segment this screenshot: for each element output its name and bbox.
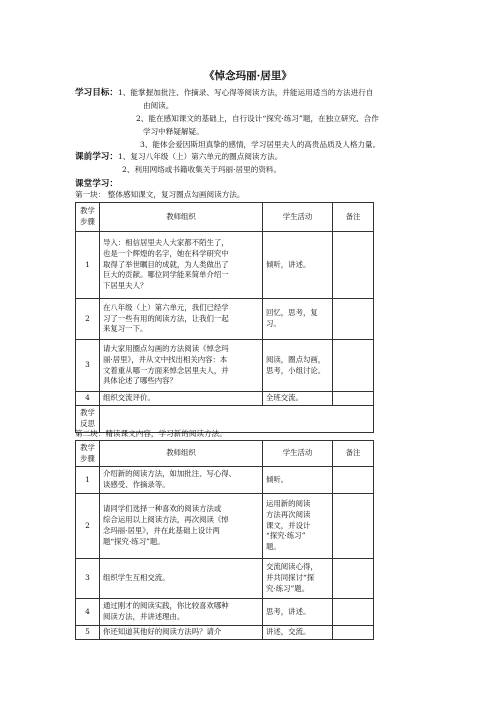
table-header-row: [76, 203, 374, 232]
table-row: [76, 599, 374, 626]
student-cell: 讲述，交流。: [263, 626, 333, 640]
learning-goals-line-5: 3、能体会爱因斯坦真挚的感情，学习居里夫人的高贵品质及人格力量。: [140, 140, 381, 149]
student-cell: 阅读，圈点勾画， 思考，小组讨论。: [263, 340, 333, 392]
table-row: [76, 467, 374, 494]
student-cell: 全班交流。: [263, 392, 333, 406]
table-block-one: [75, 202, 374, 433]
student-cell: 思考，讲述。: [263, 599, 333, 626]
header-student: 学生活动: [263, 203, 333, 232]
teacher-cell: 组织学生互相交流。: [100, 559, 263, 599]
learning-goals-line-2: 由阅读。: [143, 101, 174, 110]
table-row: [76, 392, 374, 406]
learning-goals-line-4: 学习中释疑解疑。: [143, 127, 204, 136]
step-cell: 3: [76, 340, 100, 392]
step-cell: 3: [76, 559, 100, 599]
teacher-cell: 介绍新的阅读方法，如加批注、写心得、 谈感受、作摘录等。: [100, 467, 263, 494]
block-one-heading: 第一块： 整体感知课文，复习圈点勾画阅读方法。: [75, 190, 245, 199]
step-cell: 2: [76, 299, 100, 340]
note-cell: [333, 467, 374, 494]
note-cell: [333, 340, 374, 392]
student-cell: 交流阅读心得， 并共同探讨“探 究·练习”题。: [263, 559, 333, 599]
table-row: [76, 559, 374, 599]
table-row: [76, 299, 374, 340]
step-cell: 5: [76, 626, 100, 640]
note-cell: [333, 299, 374, 340]
step-cell: 2: [76, 494, 100, 559]
table-header-row: [76, 441, 374, 467]
teacher-cell: 导入：相信居里夫人大家都不陌生了， 也是一个辉煌的名字，她在科学研究中 取得了举世瞩目的成就，为人类做出了 巨大的贡献。哪位同学能来简单介绍一 下居里夫人？: [100, 232, 263, 299]
teacher-cell: 在八年级（上）第六单元，我们已经学 习了一些有用的阅读方法，让我们一起 来复习一下。: [100, 299, 263, 340]
header-note: 备注: [333, 441, 374, 467]
in-class-label: 课堂学习：: [75, 179, 118, 189]
pre-class-label: 课前学习：: [75, 152, 118, 162]
reflection-label: 教学 反思: [76, 405, 100, 432]
student-cell: 运用新的阅读 方法再次阅读 课文，并设计 “探究·练习” 题。: [263, 494, 333, 559]
table-block-two: [75, 440, 374, 640]
table-row: [76, 626, 374, 640]
table-row: [76, 232, 374, 299]
header-teacher: 教师组织: [100, 441, 263, 467]
learning-goals-line-3: 2、能在感知课文的基础上，自行设计“探究·练习”题，在独立研究、合作: [136, 114, 379, 123]
header-teacher: 教师组织: [100, 203, 263, 232]
header-step: 教学 步骤: [76, 441, 100, 467]
step-cell: 1: [76, 467, 100, 494]
header-step: 教学 步骤: [76, 203, 100, 232]
teacher-cell: 请同学们选择一种喜欢的阅读方法或 综合运用以上阅读方法，再次阅读《悼 念玛丽·居里》，并在此基础上设计两 题“探究·练习”题。: [100, 494, 263, 559]
note-cell: [333, 494, 374, 559]
note-cell: [333, 559, 374, 599]
header-student: 学生活动: [263, 441, 333, 467]
teacher-cell: 你还知道其他好的阅读方法吗？请介: [100, 626, 263, 640]
student-cell: 倾听，讲述。: [263, 232, 333, 299]
student-cell: 回忆，思考，复 习。: [263, 299, 333, 340]
learning-goals-line-1: 学习目标：1、能掌握加批注、作摘录、写心得等阅读方法，并能运用适当的方法进行自: [75, 88, 374, 98]
note-cell: [333, 392, 374, 406]
teacher-cell: 请大家用圈点勾画的方法阅读《悼念玛 丽·居里》，并从文中找出相关内容：本 文着重从哪一方面来悼念居里夫人，并 具体论述了哪些内容？: [100, 340, 263, 392]
student-cell: 倾听。: [263, 467, 333, 494]
step-cell: 1: [76, 232, 100, 299]
pre-class-line-1: 课前学习：1、复习八年级（上）第六单元的圈点阅读方法。: [75, 152, 283, 162]
header-note: 备注: [333, 203, 374, 232]
table-row: [76, 340, 374, 392]
learning-goals-label: 学习目标：: [75, 88, 118, 98]
teacher-cell: 组织交流评价。: [100, 392, 263, 406]
note-cell: [333, 626, 374, 640]
pre-class-line-2: 2、利用网络或书籍收集关于玛丽·居里的资料。: [122, 165, 282, 174]
step-cell: 4: [76, 599, 100, 626]
note-cell: [333, 232, 374, 299]
document-title: 《悼念玛丽·居里》: [204, 70, 292, 82]
step-cell: 4: [76, 392, 100, 406]
teacher-cell: 通过刚才的阅读实践，你比较喜欢哪种 阅读方法，并讲述理由。: [100, 599, 263, 626]
table-row: [76, 494, 374, 559]
note-cell: [333, 599, 374, 626]
block-two-heading: 第二块：精读课文内容，学习新的阅读方法。: [75, 429, 227, 438]
